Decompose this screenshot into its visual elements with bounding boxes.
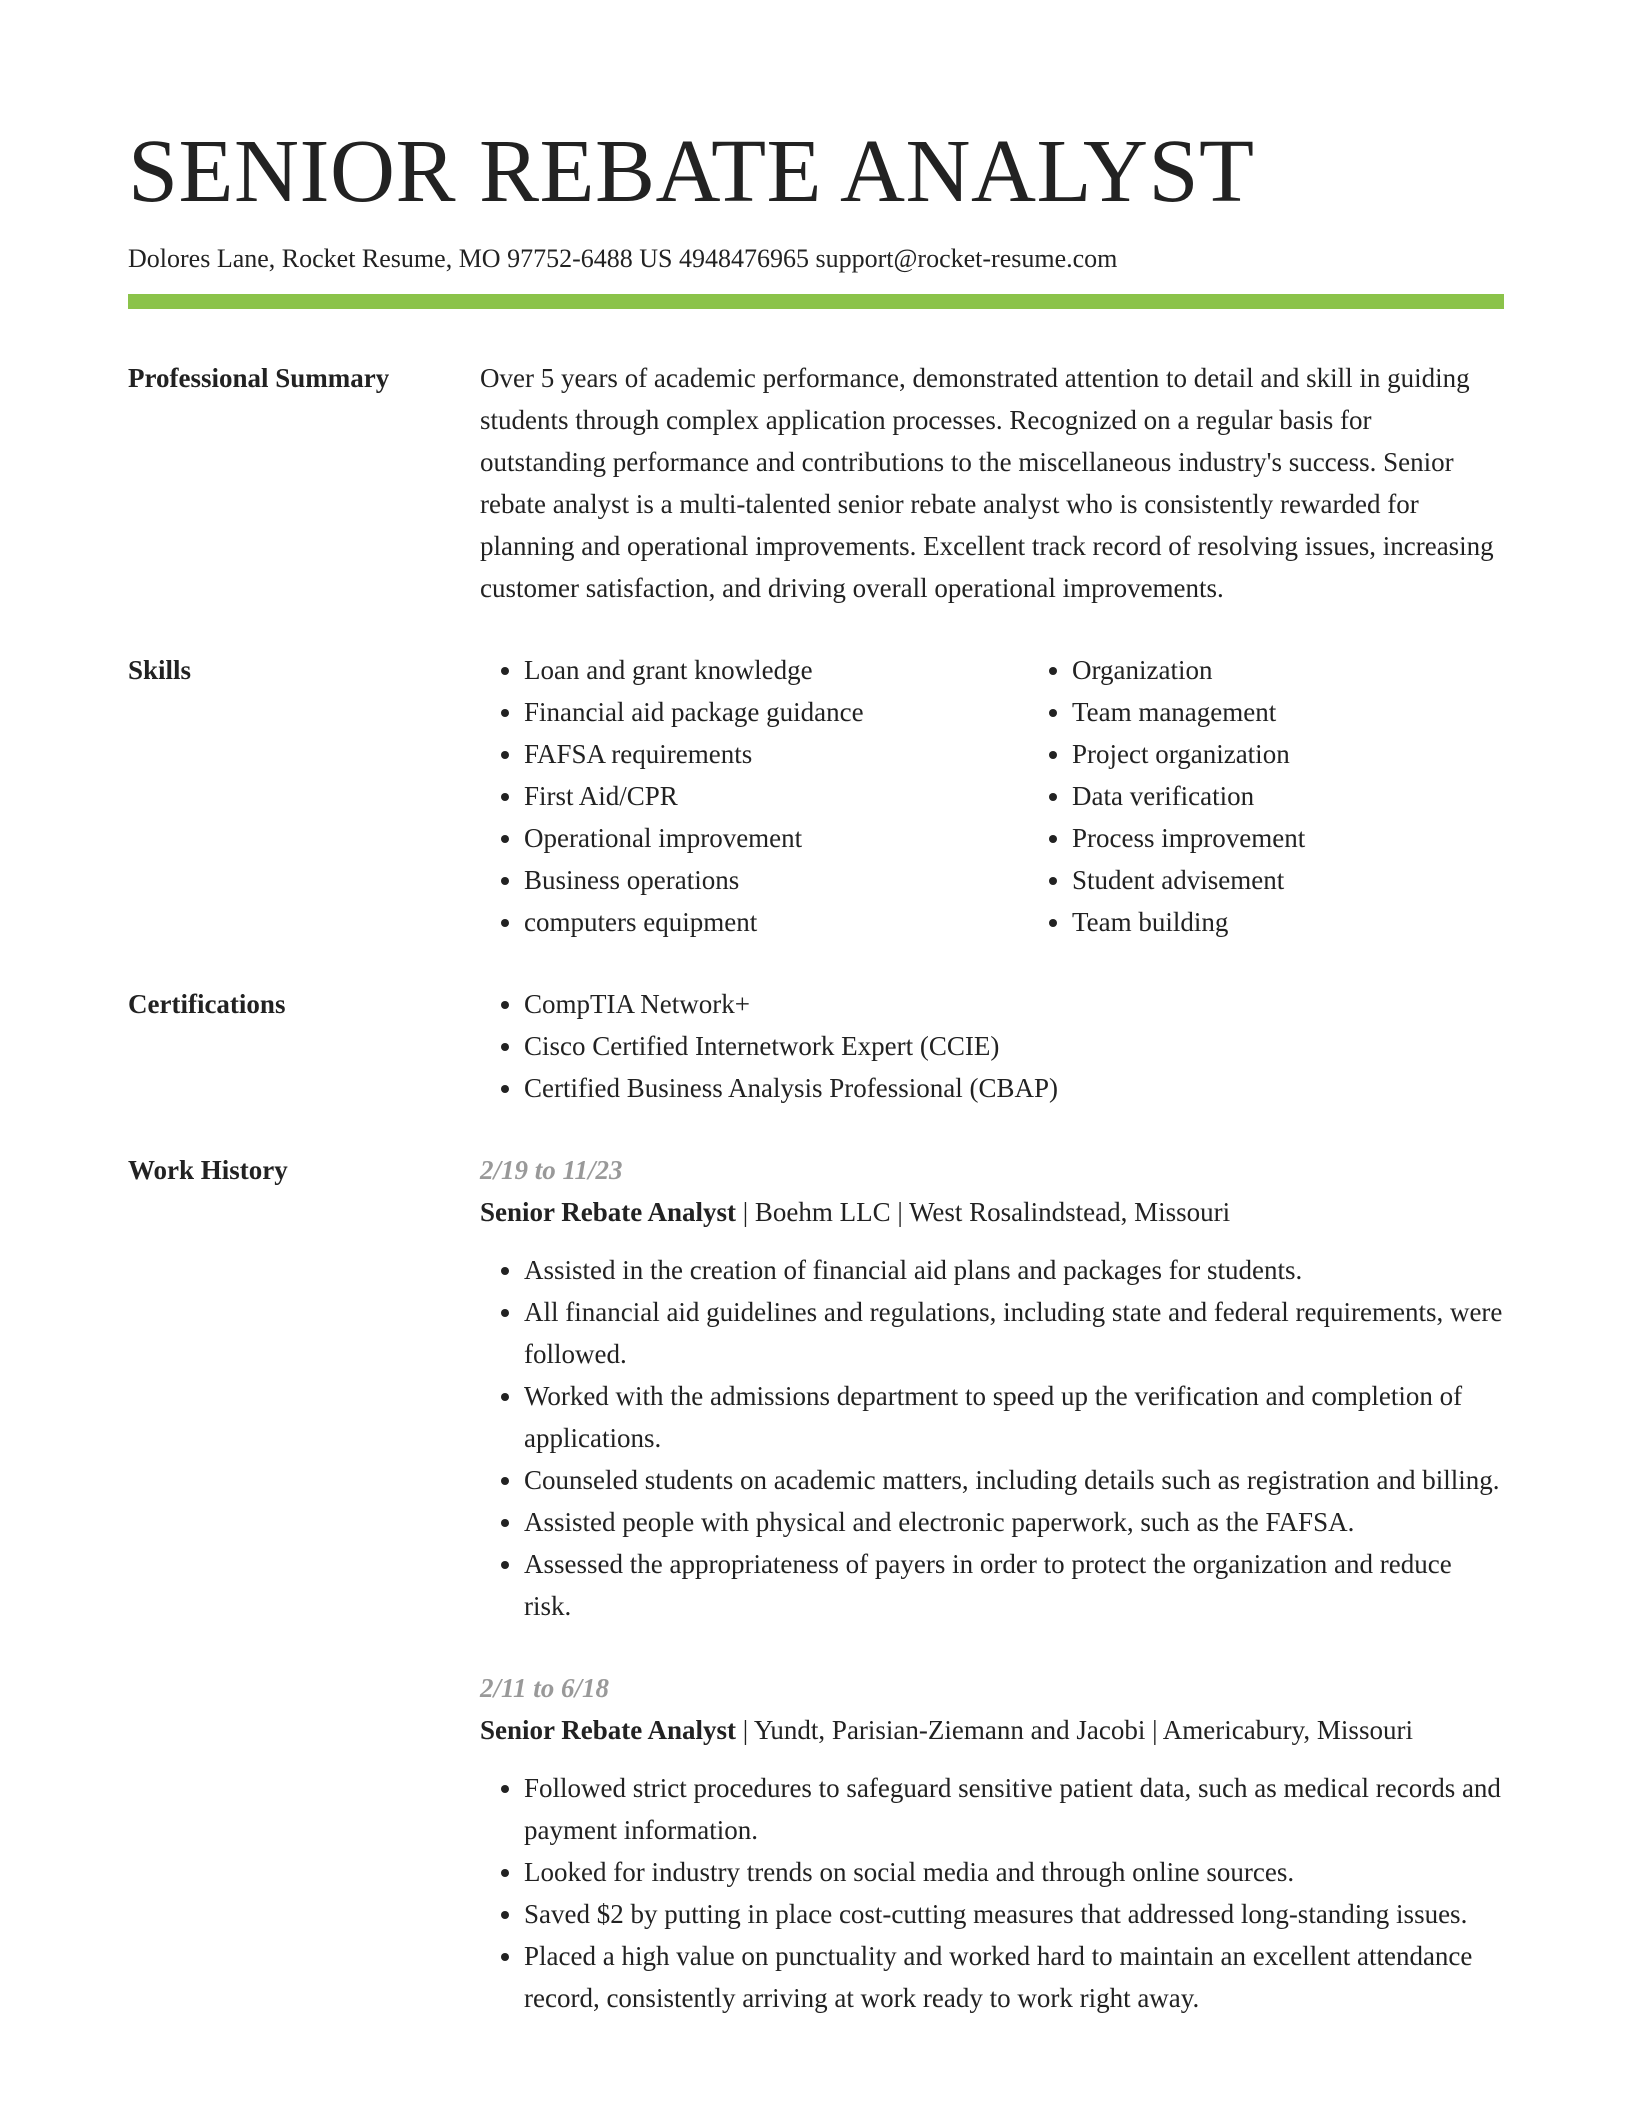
job-bullet: • Followed strict procedures to safeguard sensitive patient data, such as medical records and payment information. bbox=[524, 1767, 1504, 1851]
summary-section bbox=[128, 357, 1504, 609]
work-history-heading: Work History bbox=[128, 1155, 288, 1185]
job-title: Senior Rebate Analyst bbox=[480, 1197, 737, 1227]
skills-heading: Skills bbox=[128, 655, 192, 685]
job-bullets bbox=[480, 1249, 1504, 1627]
skill-item: • Business operations bbox=[524, 859, 1028, 901]
skill-item: • Data verification bbox=[1072, 775, 1576, 817]
skill-item: • Loan and grant knowledge bbox=[524, 649, 1028, 691]
skill-item: • Team management bbox=[1072, 691, 1576, 733]
work-history-body bbox=[480, 1149, 1504, 2019]
job-dates: 2/19 to 11/23 bbox=[480, 1155, 623, 1185]
contact-line: Dolores Lane, Rocket Resume, MO 97752-6488 US 4948476965 support@rocket-resume.com bbox=[128, 244, 1118, 273]
job-bullets bbox=[480, 1767, 1504, 2019]
certification-item: • Cisco Certified Internetwork Expert (CCIE) bbox=[524, 1025, 1504, 1067]
job-heading bbox=[480, 1709, 1504, 1751]
skill-item: • Operational improvement bbox=[524, 817, 1028, 859]
skills-columns bbox=[480, 649, 1576, 943]
skills-list-left bbox=[480, 649, 1028, 943]
skill-item: • Team building bbox=[1072, 901, 1576, 943]
job-bullet: • Assisted people with physical and electronic paperwork, such as the FAFSA. bbox=[524, 1501, 1504, 1543]
job-bullet: • Assisted in the creation of financial aid plans and packages for students. bbox=[524, 1249, 1504, 1291]
job-bullet: • All financial aid guidelines and regulations, including state and federal requirements, were followed. bbox=[524, 1291, 1504, 1375]
skill-item: • Financial aid package guidance bbox=[524, 691, 1028, 733]
skill-item: • Process improvement bbox=[1072, 817, 1576, 859]
work-history-section bbox=[128, 1149, 1504, 2019]
certifications-list bbox=[480, 983, 1504, 1109]
resume-page bbox=[128, 122, 1504, 2019]
resume-name: SENIOR REBATE ANALYST bbox=[128, 122, 1255, 221]
accent-divider bbox=[128, 294, 1504, 309]
job-entry bbox=[480, 1667, 1504, 2019]
skill-item: • Project organization bbox=[1072, 733, 1576, 775]
job-entry bbox=[480, 1149, 1504, 1627]
job-details: | Boehm LLC | West Rosalindstead, Missouri bbox=[736, 1197, 1231, 1227]
job-bullet: • Looked for industry trends on social media and through online sources. bbox=[524, 1851, 1504, 1893]
job-bullet: • Assessed the appropriateness of payers in order to protect the organization and reduce risk. bbox=[524, 1543, 1504, 1627]
job-title: Senior Rebate Analyst bbox=[480, 1715, 737, 1745]
certification-item: • CompTIA Network+ bbox=[524, 983, 1504, 1025]
skill-item: • First Aid/CPR bbox=[524, 775, 1028, 817]
job-details: | Yundt, Parisian-Ziemann and Jacobi | Americabury, Missouri bbox=[736, 1715, 1413, 1745]
certifications-body bbox=[480, 983, 1504, 1109]
job-dates: 2/11 to 6/18 bbox=[480, 1673, 610, 1703]
summary-heading: Professional Summary bbox=[128, 363, 390, 393]
job-bullet: • Placed a high value on punctuality and worked hard to maintain an excellent attendance record, consistently arriving at work ready to work right away. bbox=[524, 1935, 1504, 2019]
job-bullet: • Worked with the admissions department to speed up the verification and completion of applications. bbox=[524, 1375, 1504, 1459]
job-bullet: • Saved $2 by putting in place cost-cutting measures that addressed long-standing issues. bbox=[524, 1893, 1504, 1935]
certifications-section bbox=[128, 983, 1504, 1109]
summary-text: Over 5 years of academic performance, demonstrated attention to detail and skill in guiding students through complex application processes. Recognized on a regular basis for outstanding performance and contributions to the miscellaneous industry's success. Senior rebate analyst is a multi-talented senior rebate analyst who is consistently rewarded for planning and operational improvements. Excellent track record of resolving issues, increasing customer satisfaction, and driving overall operational improvements. bbox=[480, 363, 1494, 603]
certifications-heading: Certifications bbox=[128, 989, 286, 1019]
certification-item: • Certified Business Analysis Professional (CBAP) bbox=[524, 1067, 1504, 1109]
job-heading bbox=[480, 1191, 1504, 1233]
skill-item: • Student advisement bbox=[1072, 859, 1576, 901]
skills-list-right bbox=[1028, 649, 1576, 943]
skills-section bbox=[128, 649, 1504, 943]
job-bullet: • Counseled students on academic matters, including details such as registration and billing. bbox=[524, 1459, 1504, 1501]
skill-item: • Organization bbox=[1072, 649, 1576, 691]
skill-item: • computers equipment bbox=[524, 901, 1028, 943]
skill-item: • FAFSA requirements bbox=[524, 733, 1028, 775]
